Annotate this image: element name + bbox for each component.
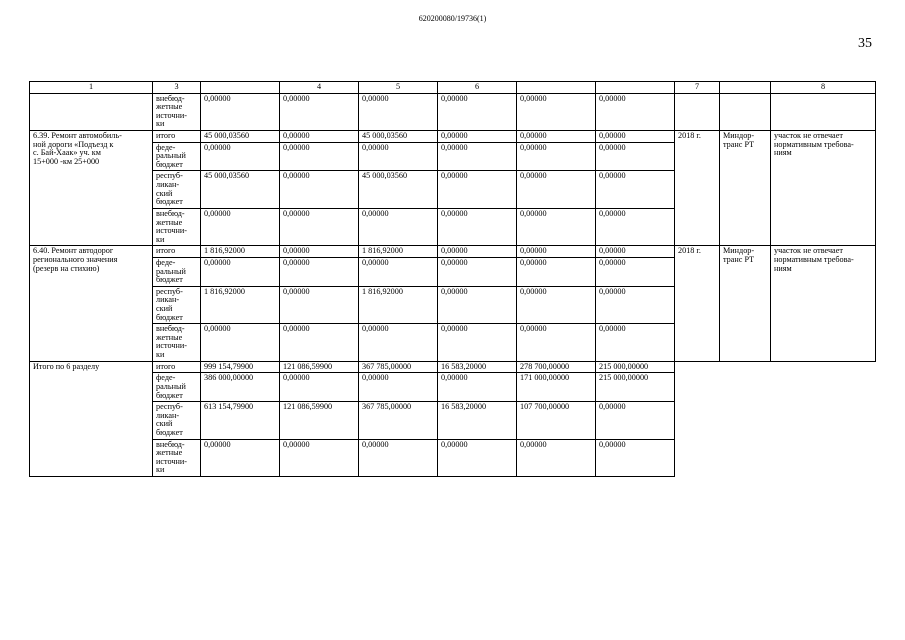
amount-cell: 0,00000 — [438, 439, 517, 476]
funding-source: итого — [153, 246, 201, 258]
note-cell — [771, 93, 876, 130]
amount-cell: 0,00000 — [438, 373, 517, 402]
amount-cell: 0,00000 — [201, 208, 280, 245]
amount-cell: 0,00000 — [596, 142, 675, 171]
executor-cell: Миндор- транс РТ — [720, 246, 771, 361]
amount-cell: 0,00000 — [359, 93, 438, 130]
amount-cell: 613 154,79900 — [201, 402, 280, 439]
amount-cell: 0,00000 — [201, 142, 280, 171]
amount-cell: 0,00000 — [596, 131, 675, 143]
funding-source: феде- ральный бюджет — [153, 373, 201, 402]
table-row — [30, 131, 876, 143]
amount-cell: 0,00000 — [438, 171, 517, 208]
amount-cell: 0,00000 — [517, 246, 596, 258]
amount-cell: 0,00000 — [280, 93, 359, 130]
header-cell: 8 — [771, 82, 876, 94]
funding-source: внебюд- жетные источни- ки — [153, 324, 201, 361]
amount-cell: 0,00000 — [438, 286, 517, 323]
year-cell: 2018 г. — [675, 131, 720, 246]
amount-cell: 0,00000 — [596, 286, 675, 323]
header-cell: 4 — [280, 82, 359, 94]
amount-cell: 0,00000 — [201, 257, 280, 286]
note-cell: участок не отвечает нормативным требова- ниям — [771, 131, 876, 246]
year-cell — [675, 93, 720, 130]
item-title: 6.40. Ремонт автодорог регионального значения (резерв на стихию) — [30, 246, 153, 361]
funding-source: внебюд- жетные источни- ки — [153, 208, 201, 245]
amount-cell: 0,00000 — [359, 257, 438, 286]
funding-source: феде- ральный бюджет — [153, 257, 201, 286]
funding-source: респуб- ликан- ский бюджет — [153, 286, 201, 323]
header-cell: 6 — [438, 82, 517, 94]
amount-cell: 0,00000 — [359, 373, 438, 402]
amount-cell: 0,00000 — [280, 171, 359, 208]
amount-cell: 0,00000 — [517, 439, 596, 476]
amount-cell: 16 583,20000 — [438, 361, 517, 373]
amount-cell: 0,00000 — [201, 324, 280, 361]
amount-cell: 0,00000 — [517, 131, 596, 143]
page-number: 35 — [858, 36, 872, 51]
funding-source: итого — [153, 361, 201, 373]
amount-cell: 0,00000 — [517, 93, 596, 130]
executor-cell: Миндор- транс РТ — [720, 131, 771, 246]
table-row — [30, 246, 876, 258]
header-cell — [596, 82, 675, 94]
amount-cell: 0,00000 — [596, 246, 675, 258]
item-title — [30, 93, 153, 130]
table-row — [30, 361, 876, 373]
amount-cell: 215 000,00000 — [596, 361, 675, 373]
amount-cell: 0,00000 — [438, 131, 517, 143]
header-cell — [720, 82, 771, 94]
document-code: 620200080/19736(1) — [418, 14, 487, 23]
amount-cell: 0,00000 — [517, 324, 596, 361]
header-cell — [517, 82, 596, 94]
amount-cell: 0,00000 — [596, 402, 675, 439]
amount-cell: 121 086,59900 — [280, 402, 359, 439]
amount-cell: 0,00000 — [438, 93, 517, 130]
amount-cell: 0,00000 — [280, 246, 359, 258]
year-cell: 2018 г. — [675, 246, 720, 361]
amount-cell: 0,00000 — [280, 373, 359, 402]
amount-cell: 0,00000 — [280, 439, 359, 476]
executor-cell — [720, 93, 771, 130]
amount-cell: 45 000,03560 — [201, 171, 280, 208]
amount-cell: 0,00000 — [438, 142, 517, 171]
amount-cell: 1 816,92000 — [201, 286, 280, 323]
amount-cell: 0,00000 — [517, 171, 596, 208]
header-cell: 3 — [153, 82, 201, 94]
amount-cell: 0,00000 — [438, 257, 517, 286]
amount-cell: 999 154,79900 — [201, 361, 280, 373]
amount-cell: 16 583,20000 — [438, 402, 517, 439]
amount-cell: 1 816,92000 — [201, 246, 280, 258]
amount-cell: 1 816,92000 — [359, 246, 438, 258]
header-cell: 7 — [675, 82, 720, 94]
amount-cell: 0,00000 — [201, 439, 280, 476]
amount-cell: 0,00000 — [280, 324, 359, 361]
funding-source: феде- ральный бюджет — [153, 142, 201, 171]
header-row — [30, 82, 876, 94]
item-title: Итого по 6 разделу — [30, 361, 153, 476]
amount-cell: 0,00000 — [438, 324, 517, 361]
amount-cell: 0,00000 — [517, 208, 596, 245]
funding-source: внебюд- жетные источни- ки — [153, 93, 201, 130]
amount-cell: 386 000,00000 — [201, 373, 280, 402]
amount-cell: 171 000,00000 — [517, 373, 596, 402]
header-cell: 5 — [359, 82, 438, 94]
funding-source: респуб- ликан- ский бюджет — [153, 171, 201, 208]
amount-cell: 0,00000 — [438, 246, 517, 258]
amount-cell: 0,00000 — [280, 286, 359, 323]
amount-cell: 0,00000 — [280, 131, 359, 143]
amount-cell: 0,00000 — [438, 208, 517, 245]
amount-cell: 278 700,00000 — [517, 361, 596, 373]
header-cell — [201, 82, 280, 94]
amount-cell: 367 785,00000 — [359, 361, 438, 373]
header-cell: 1 — [30, 82, 153, 94]
table-row — [30, 93, 876, 130]
amount-cell: 215 000,00000 — [596, 373, 675, 402]
amount-cell: 0,00000 — [359, 208, 438, 245]
funding-source: внебюд- жетные источни- ки — [153, 439, 201, 476]
funding-source: итого — [153, 131, 201, 143]
amount-cell: 0,00000 — [280, 257, 359, 286]
amount-cell: 0,00000 — [517, 142, 596, 171]
amount-cell: 0,00000 — [596, 208, 675, 245]
amount-cell: 0,00000 — [280, 208, 359, 245]
amount-cell: 0,00000 — [517, 286, 596, 323]
amount-cell: 121 086,59900 — [280, 361, 359, 373]
amount-cell: 0,00000 — [201, 93, 280, 130]
amount-cell: 0,00000 — [517, 257, 596, 286]
amount-cell: 45 000,03560 — [359, 131, 438, 143]
amount-cell: 0,00000 — [596, 257, 675, 286]
amount-cell: 0,00000 — [596, 439, 675, 476]
amount-cell: 1 816,92000 — [359, 286, 438, 323]
blank-cell — [675, 361, 876, 476]
amount-cell: 45 000,03560 — [359, 171, 438, 208]
amount-cell: 0,00000 — [359, 439, 438, 476]
note-cell: участок не отвечает нормативным требова- ниям — [771, 246, 876, 361]
amount-cell: 0,00000 — [359, 142, 438, 171]
amount-cell: 367 785,00000 — [359, 402, 438, 439]
amount-cell: 107 700,00000 — [517, 402, 596, 439]
amount-cell: 45 000,03560 — [201, 131, 280, 143]
amount-cell: 0,00000 — [280, 142, 359, 171]
amount-cell: 0,00000 — [359, 324, 438, 361]
funding-source: респуб- ликан- ский бюджет — [153, 402, 201, 439]
budget-table — [29, 81, 876, 477]
item-title: 6.39. Ремонт автомобиль- ной дороги «Подъезд к с. Бай-Хаак» уч. км 15+000 -км 25+000 — [30, 131, 153, 246]
amount-cell: 0,00000 — [596, 171, 675, 208]
amount-cell: 0,00000 — [596, 324, 675, 361]
amount-cell: 0,00000 — [596, 93, 675, 130]
